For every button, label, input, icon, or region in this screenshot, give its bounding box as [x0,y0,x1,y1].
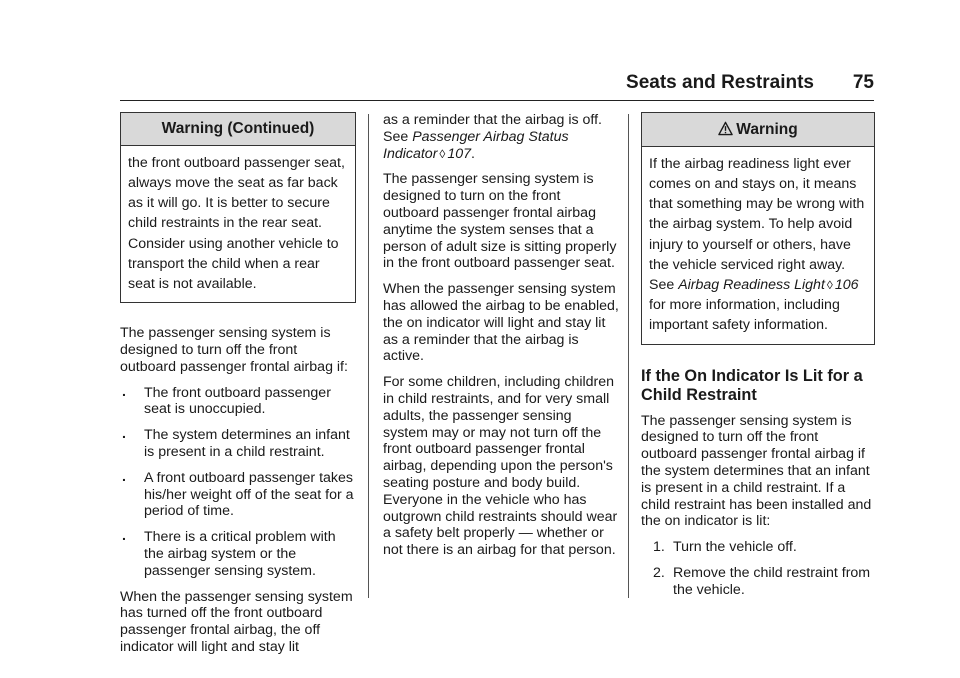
step-text: Remove the child restraint from the vehicle. [673,565,871,598]
cross-reference-link[interactable]: Airbag Readiness Light [678,277,825,294]
list-item-text: The system determines an infant is present in a child restraint. [144,427,350,460]
step-text: Turn the vehicle off. [673,539,797,556]
warning-text: for more information, including important safety information. [649,297,840,334]
list-item [120,529,356,579]
bullet-mark: . [122,528,126,545]
paragraph: For some children, including children in child restraints, and for very small adults, the passenger sensing system may or may not turn off the front outboard passenger frontal airbag, depending upon the person's seating posture and body build. Everyone in the vehicle who has outgrown child restraints should wear a safety belt properly — whether or not there is an airbag for that person. [383,374,618,559]
section-title: Seats and Restraints [626,72,814,93]
list-item [120,427,356,461]
warning-box-title: Warning (Continued) [121,113,355,146]
paragraph: The passenger sensing system is designed to turn off the front outboard passenger frontal airbag if the system determines that an infant is present in a child restraint. If a child restraint has been installed and the on indicator is lit: [641,412,872,530]
paragraph [383,112,619,162]
column-divider [368,114,369,598]
list-item [120,470,356,520]
bullet-mark: . [122,426,126,443]
page-ref-icon: ◊ [439,146,446,161]
step-number: 2. [653,565,665,581]
warning-box-text: the front outboard passenger seat, always move the seat as far back as it will go. It is better to secure child restraints in the rear seat. Consider using another vehicle to transport the child when a rear seat is not available. [128,154,345,293]
column-1 [120,112,356,665]
page-reference[interactable]: 106 [834,277,859,294]
warning-triangle-icon [718,121,733,136]
section-heading: If the On Indicator Is Lit for a Child Restraint [641,366,863,404]
page-ref-icon: ◊ [826,278,833,293]
step-number: 1. [653,539,665,556]
paragraph: When the passenger sensing system has allowed the airbag to be enabled, the on indicator will light and stay lit as a reminder that the airbag is active. [383,281,619,365]
warning-text: If the airbag readiness light ever comes on and stays on, it means that something may be wrong with the airbag system. To help avoid injury to yourself or others, have the vehicle serviced right away. See [649,155,865,294]
paragraph-text: . [471,145,475,162]
page-header [120,70,874,101]
bullet-mark: . [122,468,126,485]
column-3 [641,112,875,608]
paragraph: The passenger sensing system is designed to turn on the front outboard passenger frontal airbag anytime the system senses that a person of adult size is sitting properly in the front outboard passenger seat. [383,171,617,272]
page-number: 75 [852,72,874,93]
warning-box-header [642,113,874,147]
paragraph: When the passenger sensing system has turned off the front outboard passenger frontal airbag, the off indicator will light and stay lit [120,588,353,655]
cross-reference-link[interactable]: Passenger Airbag Status Indicator [383,128,569,162]
list-item-text: A front outboard passenger takes his/her weight off of the seat for a period of time. [144,469,354,520]
warning-box [120,112,356,303]
column-divider [628,114,629,598]
list-item-text: There is a critical problem with the airbag system or the passenger sensing system. [144,529,336,579]
paragraph-text: as a reminder that the airbag is off. See [383,112,602,145]
list-item [120,385,356,419]
paragraph: The passenger sensing system is designed to turn off the front outboard passenger frontal airbag if: [120,325,348,375]
list-item-text: The front outboard passenger seat is unoccupied. [144,384,331,418]
warning-box-text [642,147,874,344]
column-2 [383,112,619,568]
numbered-step [641,565,875,599]
numbered-step [641,539,875,556]
bullet-mark: . [122,383,126,400]
warning-box [641,112,875,345]
warning-box-title: Warning [736,121,798,138]
page-reference[interactable]: 107 [447,145,472,162]
